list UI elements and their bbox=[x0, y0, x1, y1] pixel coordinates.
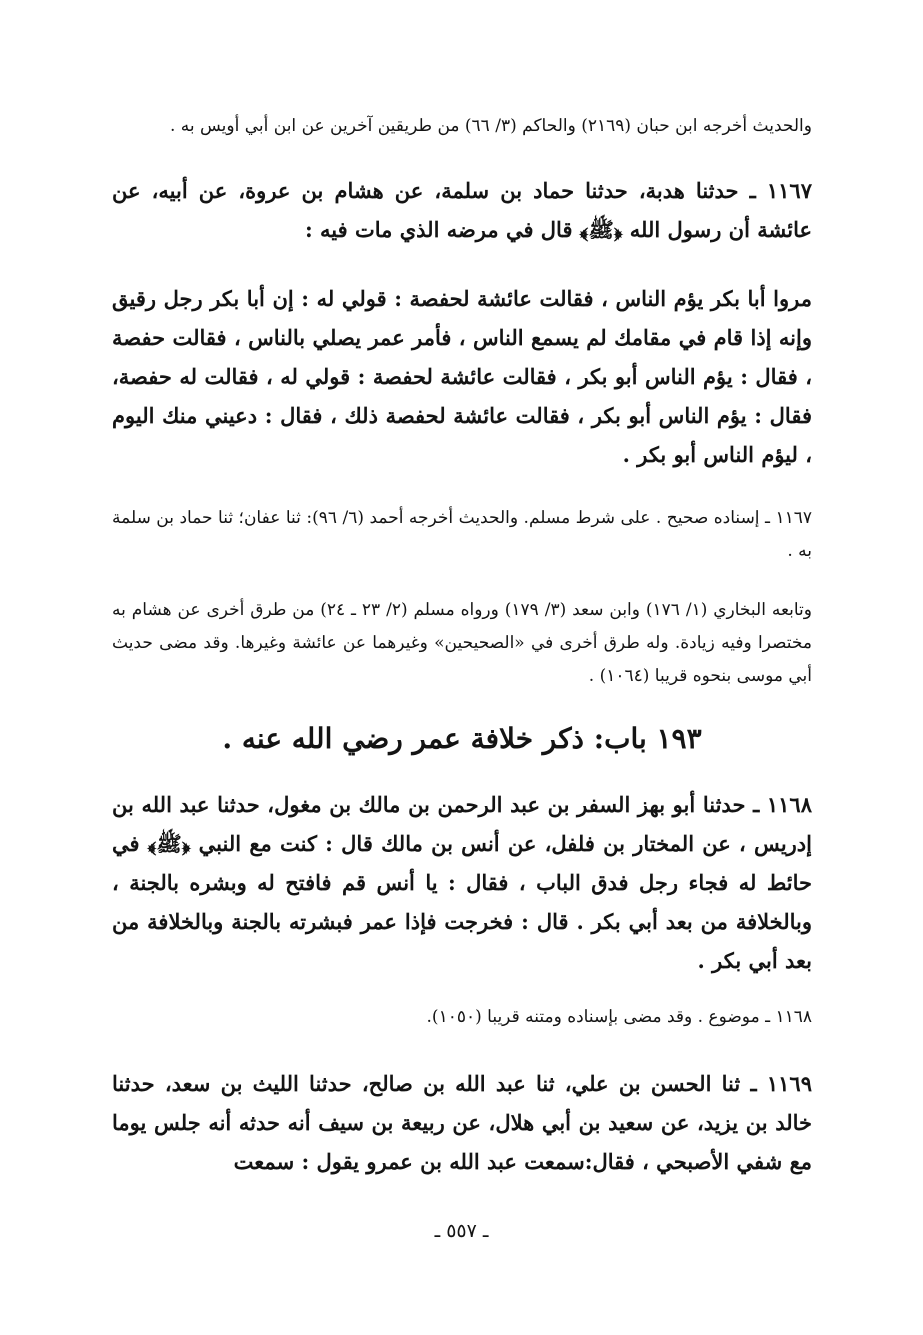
book-page bbox=[112, 110, 812, 1202]
footnote-1168: ١١٦٨ ـ موضوع . وقد مضى بإسناده ومتنه قريبا (١٠٥٠). bbox=[426, 1007, 812, 1027]
hadith-1169: ١١٦٩ ـ ثنا الحسن بن علي، ثنا عبد الله بن صالح، حدثنا الليث بن سعد، حدثنا خالد بن يزيد، عن سعيد بن أبي هلال، عن ربيعة بن سيف أنه حدثه أنه جلس يوما مع شفي الأصبحي ، فقال:سمعت عبد الله بن عمرو يقول : سمعت bbox=[112, 1071, 812, 1174]
footnote-intro: والحديث أخرجه ابن حبان (٢١٦٩) والحاكم (٣/ ٦٦) من طريقين آخرين عن ابن أبي أويس به . bbox=[169, 116, 812, 136]
chapter-title: ١٩٣ باب: ذكر خلافة عمر رضي الله عنه . bbox=[222, 722, 702, 755]
hadith-1167-isnad: ١١٦٧ ـ حدثنا هدبة، حدثنا حماد بن سلمة، عن هشام بن عروة، عن أبيه، عن عائشة أن رسول الله ﴿ﷺ﴾ قال في مرضه الذي مات فيه : bbox=[112, 178, 812, 242]
hadith-1168: ١١٦٨ ـ حدثنا أبو بهز السفر بن عبد الرحمن بن مالك بن مغول، حدثنا عبد الله بن إدريس ، عن المختار بن فلفل، عن أنس بن مالك قال : كنت مع النبي ﴿ﷺ﴾ في حائط له فجاء رجل فدق الباب ، فقال : يا أنس قم فافتح له وبشره بالجنة ، وبالخلافة من بعد أبي بكر . قال : فخرجت فإذا عمر فبشرته بالجنة وبالخلافة من بعد أبي بكر . bbox=[112, 792, 812, 973]
hadith-1167-matn: مروا أبا بكر يؤم الناس ، فقالت عائشة لحفصة : قولي له : إن أبا بكر رجل رقيق وإنه إذا قام في مقامك لم يسمع الناس ، فأمر عمر يصلي بالناس ، فقالت حفصة ، فقال : يؤم الناس أبو بكر ، فقالت عائشة لحفصة : قولي له ، فقالت له حفصة، فقال : يؤم الناس أبو بكر ، فقالت عائشة لحفصة ذلك ، فقال : دعيني منك اليوم ، ليؤم الناس أبو بكر . bbox=[112, 286, 812, 467]
footnote-1167-takhrij: وتابعه البخاري (١/ ١٧٦) وابن سعد (٣/ ١٧٩) ورواه مسلم (٢/ ٢٣ ـ ٢٤) من طرق أخرى عن هشام به مختصرا وفيه زيادة. وله طرق أخرى في «الصحيحين» وغيرهما عن عائشة وغيرها. وقد مضى حديث أبي موسى بنحوه قريبا (١٠٦٤) . bbox=[112, 600, 813, 686]
page-number: ـ ٥٥٧ ـ bbox=[434, 1220, 489, 1242]
footnote-1167-isnad-grade: ١١٦٧ ـ إسناده صحيح . على شرط مسلم. والحديث أخرجه أحمد (٦/ ٩٦): ثنا عفان؛ ثنا حماد بن سلمة به . bbox=[112, 508, 813, 561]
